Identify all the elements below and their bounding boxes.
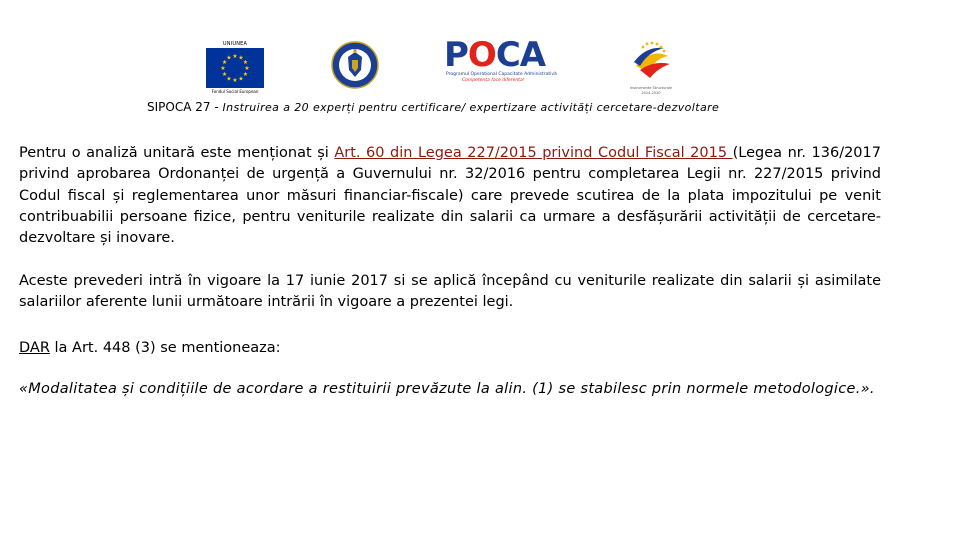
poca-subtitle: Programul Operațional Capacitate Administrativă [446, 72, 557, 77]
paragraph-effective-date: Aceste prevederi intră în vigoare la 17 iunie 2017 si se aplică începând cu veniturile realizate din salarii și asimilate salariilor aferente lunii următoare intrării în vigoare a prezentei legi. [19, 273, 881, 311]
poca-wordmark: POCA [444, 35, 546, 75]
eu-flag-icon [206, 48, 264, 88]
svg-text:★: ★ [226, 75, 232, 83]
project-description: Instruirea a 20 experți pentru certificare/ expertizare activități cercetare-dezvoltare [222, 101, 720, 114]
slide-header [147, 99, 847, 116]
svg-text:★: ★ [226, 54, 232, 62]
fiscal-code-link[interactable]: Art. 60 din Legea 227/2015 privind Codul Fiscal 2015 [334, 145, 733, 161]
project-code: SIPOCA 27 [147, 100, 211, 114]
svg-text:★: ★ [232, 53, 238, 60]
svg-text:★: ★ [244, 65, 250, 72]
government-logo [330, 40, 380, 90]
poca-logo [444, 35, 564, 90]
svg-text:★: ★ [221, 71, 228, 78]
svg-text:★: ★ [238, 54, 244, 62]
svg-text:★: ★ [242, 59, 249, 66]
poca-slogan: Competența face diferența! [462, 78, 525, 83]
svg-text:★: ★ [238, 75, 244, 83]
eu-logo-top-text: UNIUNEA [222, 41, 248, 47]
institution-logo-text: Instrumente Structurale 2014-2020 [630, 86, 672, 95]
svg-text:★: ★ [232, 77, 238, 84]
eu-logo [206, 40, 264, 96]
svg-text:★: ★ [220, 65, 226, 72]
header-separator: - [210, 100, 223, 114]
government-coat-of-arms-icon [330, 40, 380, 90]
svg-text:★: ★ [242, 71, 249, 78]
paragraph-fiscal-code: Pentru o analiză unitară este menționat și Art. 60 din Legea 227/2015 privind Codul Fiscal 2015 (Legea nr. 136/2017 privind aprobarea Ordonanței de urgență a Guvernului nr. 32/2016 pentru completarea Legii nr. 227/2015 privind Codul fiscal și reglementarea unor măsuri financiar-fiscale) care prevede scutirea de la plata impozitului pe venit contribuabilii persoane fizice, pentru veniturile realizate din salarii ca urmare a desfășurării activității de cercetare-dezvoltare și inovare. [19, 145, 881, 247]
eu-logo-bottom-text: Fondul Social European [211, 89, 259, 94]
paragraph-but: DAR la Art. 448 (3) se mentioneaza: [19, 340, 281, 356]
institution-logo [626, 38, 676, 94]
institution-emblem-icon [626, 38, 676, 82]
quote-methodology: «Modalitatea și condițiile de acordare a restituirii prevăzute la alin. (1) se stabilesc prin normele metodologice.». [19, 381, 875, 397]
logo-bar [0, 36, 960, 94]
dar-label: DAR [19, 340, 50, 356]
svg-text:★: ★ [221, 59, 228, 66]
